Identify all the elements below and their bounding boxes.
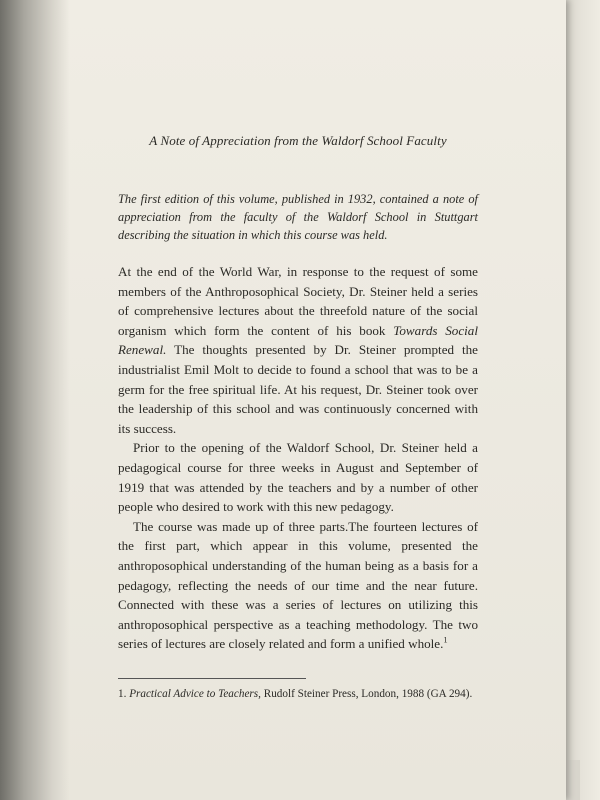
paragraph-3 bbox=[118, 517, 478, 654]
body-text bbox=[118, 262, 478, 654]
paragraph-1-text: At the end of the World War, in response to the request of some members of the Anthroposophical Society, Dr. Steiner held a series of comprehensive lectures about the threefold nature of the social organism which form the content of his book bbox=[118, 264, 478, 338]
footnote bbox=[118, 687, 498, 702]
book-title-italic: Towards Social Renewal. bbox=[118, 322, 478, 358]
chapter-title: A Note of Appreciation from the Waldorf School Faculty bbox=[149, 133, 447, 148]
paragraph-1-continued: The thoughts presented by Dr. Steiner prompted the industrialist Emil Molt to decide to found a school that was to be a germ for the free spiritual life. At his request, Dr. Steiner took over the leadership of this school and was continuously concerned with its success. bbox=[118, 342, 478, 436]
footnote-number: 1. bbox=[118, 688, 127, 700]
intro-note: The first edition of this volume, published in 1932, contained a note of appreciation from the faculty of the Waldorf School in Stuttgart describing the situation in which this course was held. bbox=[118, 192, 478, 242]
footnote-book-title: Practical Advice to Teachers, bbox=[129, 688, 261, 700]
spine-shadow bbox=[0, 0, 70, 800]
paragraph-2: Prior to the opening of the Waldorf School, Dr. Steiner held a pedagogical course for three weeks in August and September of 1919 that was attended by the teachers and by a number of other people who desired to work with this new pedagogy. bbox=[118, 440, 478, 515]
footnote-citation: Rudolf Steiner Press, London, 1988 (GA 294). bbox=[263, 688, 473, 700]
footnote-reference: 1 bbox=[443, 634, 448, 645]
footnote-divider bbox=[118, 678, 306, 679]
paragraph-1 bbox=[118, 262, 478, 438]
paragraph-3-text: The course was made up of three parts.The fourteen lectures of the first part, which appear in this volume, presented the anthroposophical understanding of the human being as a basis for a pedagogy, reflecting the needs of our time and the near future. Connected with these was a series of lectures on utilizing this anthroposophical perspective as a teaching methodology. The two series of lectures are closely related and form a unified whole. bbox=[118, 518, 478, 652]
